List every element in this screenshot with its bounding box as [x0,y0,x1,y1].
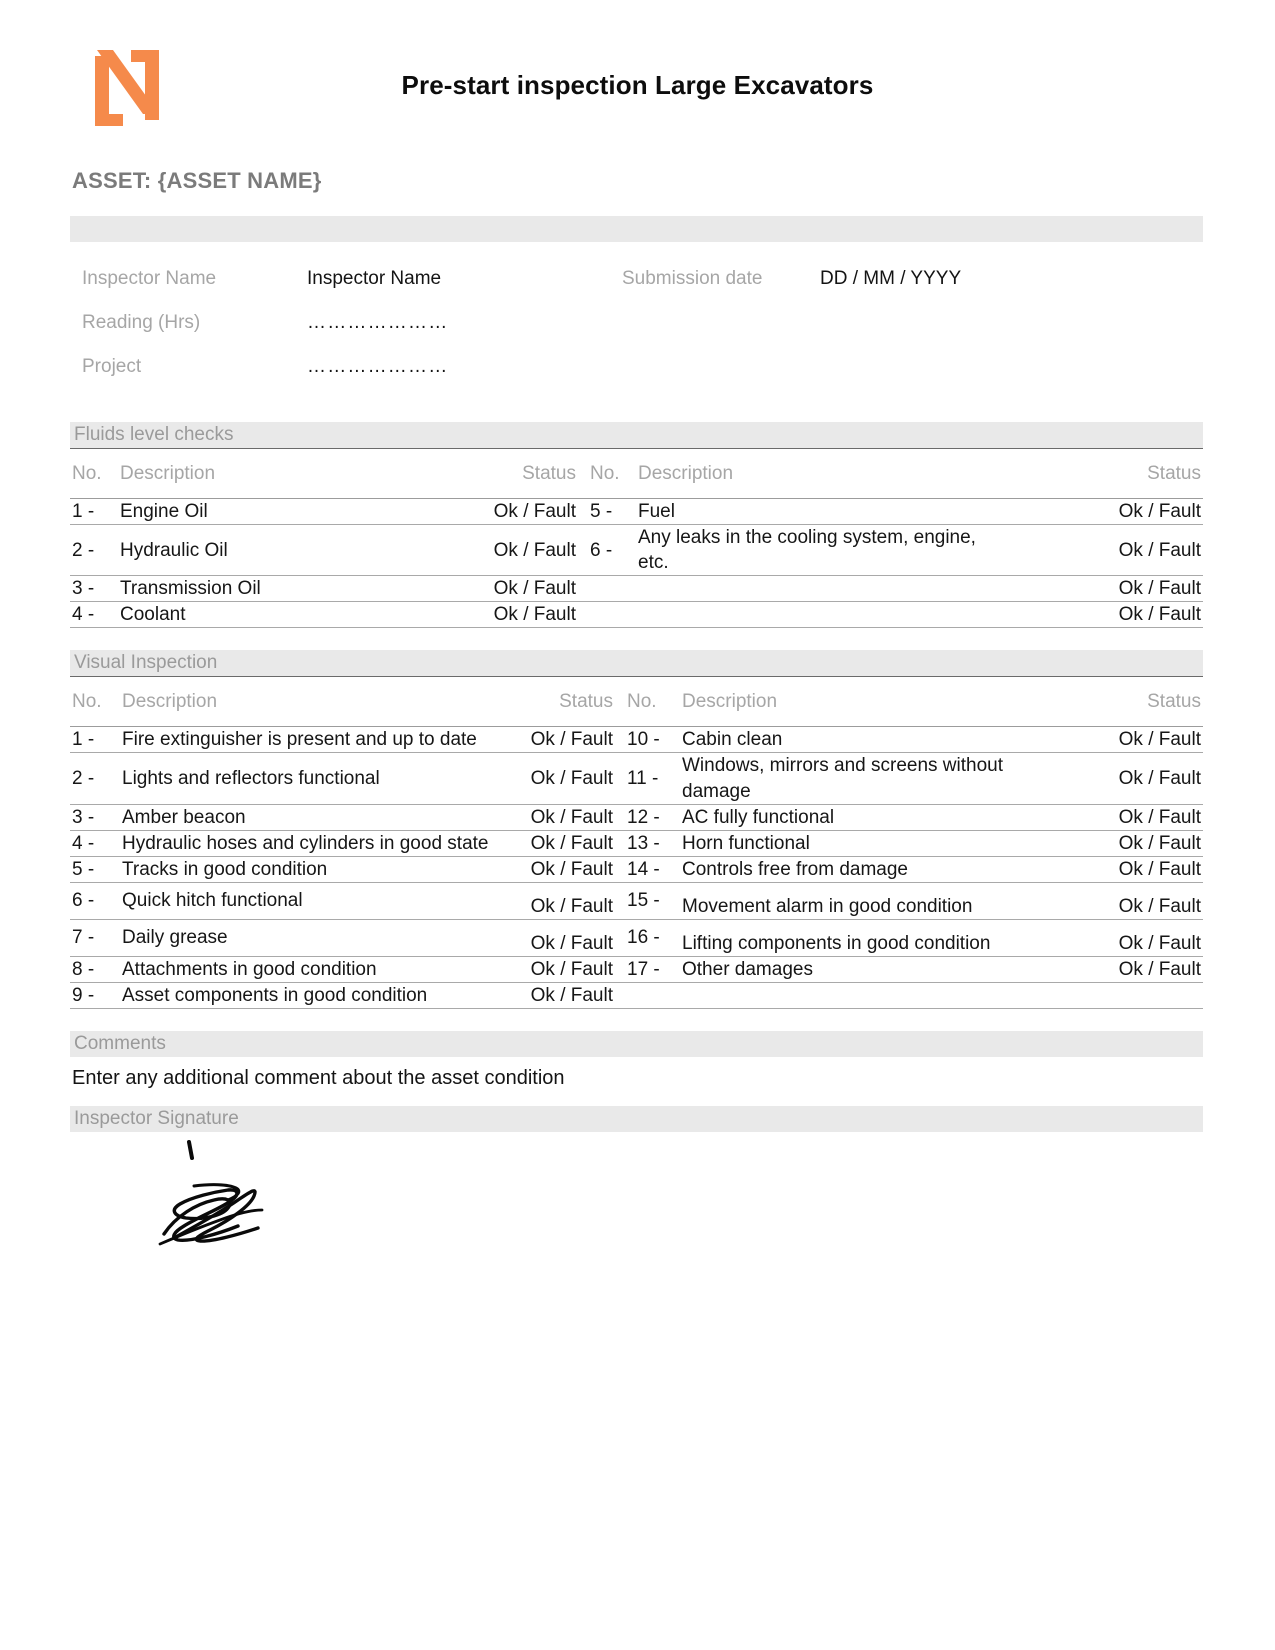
row-status[interactable]: Ok / Fault [502,804,627,830]
meta-band [70,216,1203,242]
table-row [70,983,1203,1009]
table-header-row [70,677,1203,727]
fluids-table [70,448,1203,628]
row-status-2[interactable]: Ok / Fault [1027,919,1203,956]
row-desc-2 [638,576,998,602]
col-no-1: No. [70,677,122,727]
row-status-2[interactable]: Ok / Fault [1027,957,1203,983]
signature-section [0,1106,1275,1263]
table-row [70,856,1203,882]
col-no-2: No. [590,449,638,499]
row-no-2: 16 - [627,919,682,956]
table-header-row [70,449,1203,499]
row-desc-2 [638,602,998,628]
row-desc: Attachments in good condition [122,957,502,983]
col-status-1: Status [502,677,627,727]
table-row [70,804,1203,830]
signature-heading: Inspector Signature [70,1106,1203,1132]
row-desc-2: Fuel [638,499,998,525]
row-desc: Lights and reflectors functional [122,753,502,804]
row-no-2: 6 - [590,525,638,576]
inspection-meta [0,268,1275,400]
visual-inspection-section [0,650,1275,1009]
inspector-signature-image[interactable] [140,1138,1275,1263]
meta-row [82,356,1203,400]
reading-hrs-value[interactable]: ………………… [307,312,449,333]
row-status[interactable]: Ok / Fault [502,983,627,1009]
row-no-2: 15 - [627,882,682,919]
meta-row [82,312,1203,356]
submission-date-label: Submission date [622,268,763,289]
row-no: 8 - [70,957,122,983]
table-row [70,882,1203,919]
col-status-1: Status [480,449,590,499]
table-row [70,602,1203,628]
table-row [70,727,1203,753]
row-no: 1 - [70,727,122,753]
row-desc-2: Any leaks in the cooling system, engine, etc. [638,525,998,576]
row-status-2[interactable]: Ok / Fault [1027,830,1203,856]
row-status-2[interactable]: Ok / Fault [1027,727,1203,753]
row-status[interactable]: Ok / Fault [480,602,590,628]
row-no: 7 - [70,919,122,956]
row-no-2: 13 - [627,830,682,856]
inspector-name-value[interactable]: Inspector Name [307,268,442,289]
row-status-2[interactable]: Ok / Fault [1027,753,1203,804]
project-value[interactable]: ………………… [307,356,449,377]
row-status[interactable]: Ok / Fault [480,525,590,576]
table-row [70,957,1203,983]
row-no: 2 - [70,525,120,576]
table-row [70,499,1203,525]
row-desc: Fire extinguisher is present and up to date [122,727,502,753]
col-status-2: Status [998,449,1203,499]
row-no: 4 - [70,830,122,856]
row-no-2: 17 - [627,957,682,983]
row-no-2: 14 - [627,856,682,882]
row-status-2[interactable]: Ok / Fault [998,499,1203,525]
inspector-name-label: Inspector Name [82,268,217,289]
row-desc-2: Lifting components in good condition [682,919,1027,956]
row-status-2[interactable]: Ok / Fault [998,576,1203,602]
table-row [70,525,1203,576]
row-desc: Engine Oil [120,499,480,525]
row-desc: Hydraulic Oil [120,525,480,576]
row-status-2[interactable]: Ok / Fault [998,602,1203,628]
row-desc: Coolant [120,602,480,628]
row-desc: Daily grease [122,919,502,956]
document-header [0,0,1275,140]
fluids-section-heading: Fluids level checks [70,422,1203,448]
row-no: 6 - [70,882,122,919]
comments-text[interactable]: Enter any additional comment about the asset condition [72,1067,565,1090]
row-desc: Hydraulic hoses and cylinders in good state [122,830,502,856]
table-row [70,576,1203,602]
row-status[interactable]: Ok / Fault [502,957,627,983]
asset-heading: ASSET: {ASSET NAME} [72,168,322,193]
col-desc-1: Description [120,449,480,499]
col-status-2: Status [1027,677,1203,727]
row-desc-2: Controls free from damage [682,856,1027,882]
row-no: 1 - [70,499,120,525]
row-status-2[interactable]: Ok / Fault [1027,856,1203,882]
row-no: 3 - [70,576,120,602]
row-desc: Asset components in good condition [122,983,502,1009]
row-desc-2: Cabin clean [682,727,1027,753]
row-desc: Tracks in good condition [122,856,502,882]
row-no: 3 - [70,804,122,830]
row-no-2: 5 - [590,499,638,525]
row-desc-2: AC fully functional [682,804,1027,830]
row-no: 4 - [70,602,120,628]
row-desc: Amber beacon [122,804,502,830]
row-no-2: 11 - [627,753,682,804]
row-status-2[interactable] [1027,983,1203,1009]
row-status[interactable]: Ok / Fault [502,753,627,804]
table-row [70,830,1203,856]
page-title: Pre-start inspection Large Excavators [401,70,874,100]
row-desc-2 [682,983,1027,1009]
table-row [70,753,1203,804]
col-no-2: No. [627,677,682,727]
row-no-2 [627,983,682,1009]
row-status-2[interactable]: Ok / Fault [998,525,1203,576]
row-status[interactable]: Ok / Fault [502,727,627,753]
row-desc-2: Horn functional [682,830,1027,856]
row-no-2: 10 - [627,727,682,753]
comments-heading: Comments [70,1031,1203,1057]
row-status-2[interactable]: Ok / Fault [1027,804,1203,830]
project-label: Project [82,356,142,377]
row-status[interactable]: Ok / Fault [502,830,627,856]
col-desc-2: Description [638,449,998,499]
fluids-section [0,422,1275,628]
col-desc-2: Description [682,677,1027,727]
row-status[interactable]: Ok / Fault [502,882,627,919]
submission-date-value[interactable]: DD / MM / YYYY [820,268,962,289]
row-no-2 [590,576,638,602]
row-desc: Quick hitch functional [122,882,502,919]
row-desc-2: Movement alarm in good condition [682,882,1027,919]
col-no-1: No. [70,449,120,499]
meta-row [82,268,1203,312]
row-no: 9 - [70,983,122,1009]
row-status[interactable]: Ok / Fault [480,499,590,525]
row-status[interactable]: Ok / Fault [502,856,627,882]
table-row [70,919,1203,956]
row-status[interactable]: Ok / Fault [502,919,627,956]
row-no: 5 - [70,856,122,882]
visual-inspection-table [70,676,1203,1009]
row-no-2 [590,602,638,628]
row-desc-2: Windows, mirrors and screens without damage [682,753,1027,804]
visual-section-heading: Visual Inspection [70,650,1203,676]
row-no: 2 - [70,753,122,804]
row-desc-2: Other damages [682,957,1027,983]
reading-hrs-label: Reading (Hrs) [82,312,201,333]
col-desc-1: Description [122,677,502,727]
row-status-2[interactable]: Ok / Fault [1027,882,1203,919]
row-desc: Transmission Oil [120,576,480,602]
comments-section [0,1031,1275,1090]
row-no-2: 12 - [627,804,682,830]
row-status[interactable]: Ok / Fault [480,576,590,602]
